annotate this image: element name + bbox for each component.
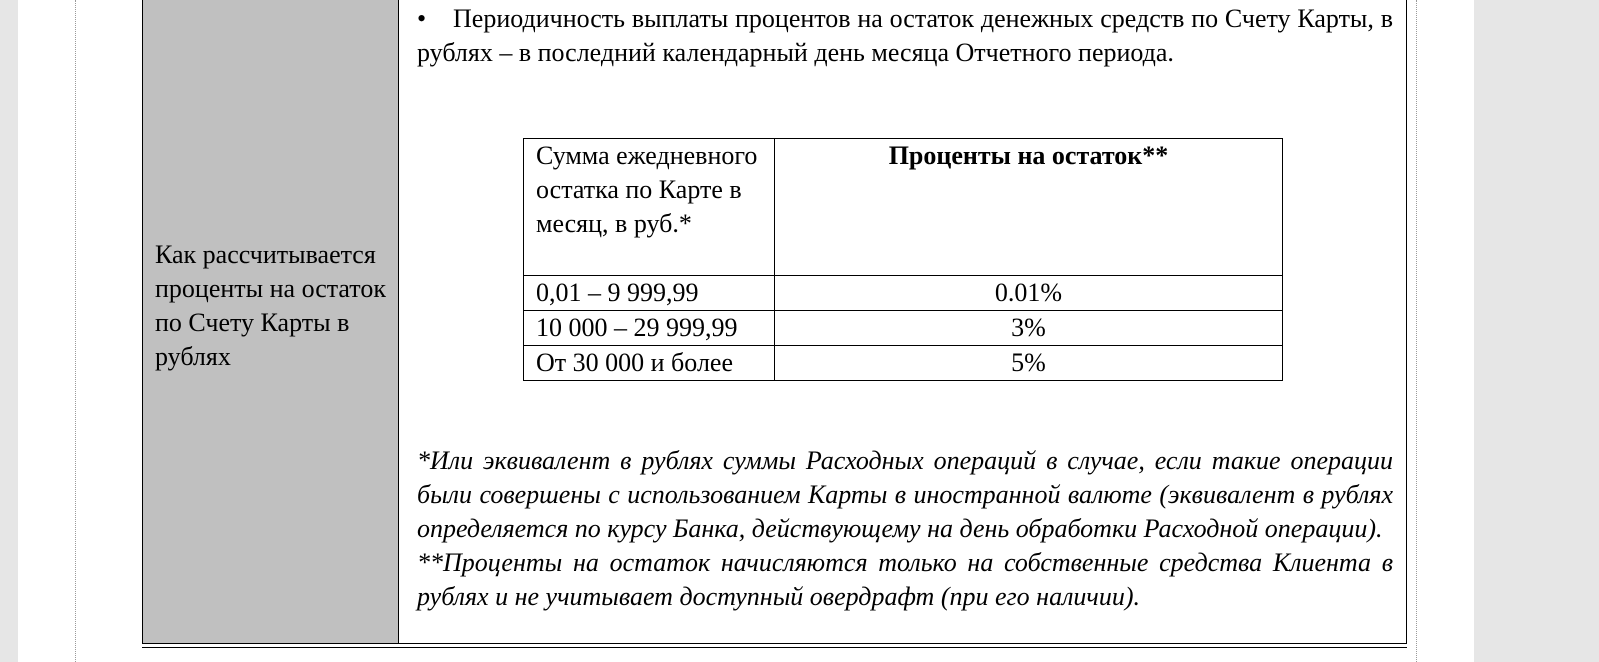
table-row <box>524 346 1283 381</box>
table-bottom-border <box>142 647 1407 648</box>
workspace-background <box>1474 0 1599 662</box>
row-amount: 0,01 – 9 999,99 <box>524 276 775 311</box>
bullet-icon: • <box>417 4 427 33</box>
header-rate: Проценты на остаток** <box>775 139 1283 276</box>
footnote-own-funds: **Проценты на остаток начисляются только на собственные средства Клиента в рублях и не учитывает доступный овердрафт (при его наличии). <box>417 548 1393 611</box>
payment-periodicity-text: Периодичность выплаты процентов на остаток денежных средств по Счету Карты, в рублях – в последний календарный день месяца Отчетного периода. <box>417 4 1393 67</box>
footnote-equivalent: *Или эквивалент в рублях суммы Расходных операций в случае, если такие операции были совершены с использованием Карты в иностранной валюте (эквивалент в рублях определяется по курсу Банка, действующему на день обработки Расходной операции). <box>417 446 1393 543</box>
footnotes <box>417 444 1393 614</box>
row-rate: 5% <box>775 346 1283 381</box>
row-amount: От 30 000 и более <box>524 346 775 381</box>
table-header-row <box>524 139 1283 276</box>
conditions-content-cell <box>399 0 1406 643</box>
conditions-table <box>142 0 1407 644</box>
interest-rate-table <box>523 138 1283 381</box>
page-margin-guide-right <box>1416 0 1417 662</box>
row-rate: 3% <box>775 311 1283 346</box>
conditions-label-cell <box>143 0 399 643</box>
table-row <box>524 311 1283 346</box>
row-amount: 10 000 – 29 999,99 <box>524 311 775 346</box>
conditions-label-text: Как рассчитывается проценты на остаток по Счету Карты в рублях <box>155 240 386 371</box>
row-rate: 0.01% <box>775 276 1283 311</box>
table-row <box>524 276 1283 311</box>
header-amount: Сумма ежедневного остатка по Карте в месяц, в руб.* <box>524 139 775 276</box>
page-margin-guide-left <box>75 0 76 662</box>
payment-periodicity-paragraph <box>417 2 1393 70</box>
